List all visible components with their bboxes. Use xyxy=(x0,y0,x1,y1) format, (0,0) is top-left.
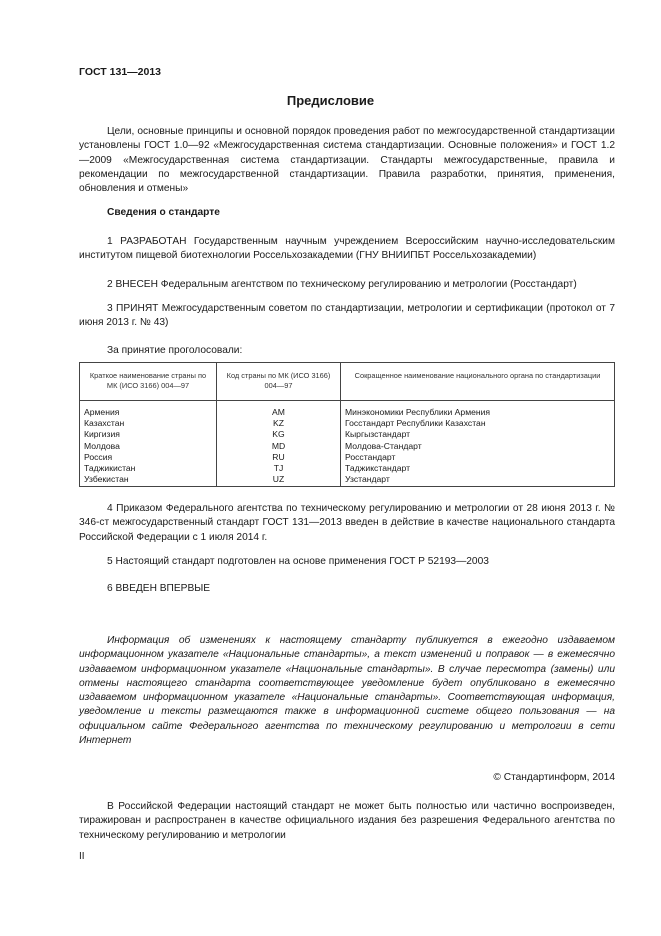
table-row xyxy=(80,401,615,419)
country-cell: Узбекистан xyxy=(80,474,217,487)
item-3: 3 ПРИНЯТ Межгосударственным советом по стандартизации, метрологии и сертификации (протокол от 7 июня 2013 г. № 43) xyxy=(79,303,615,329)
rights-paragraph: В Российской Федерации настоящий стандарт не может быть полностью или частично воспроизведен, тиражирован и распространен в качестве официального издания без разрешения Федерального агентства по техническому регулированию и метрологии xyxy=(79,801,615,841)
table-row xyxy=(80,429,615,440)
item-6: 6 ВВЕДЕН ВПЕРВЫЕ xyxy=(107,583,211,594)
code-cell: UZ xyxy=(217,474,341,487)
body-cell: Кыргызстандарт xyxy=(341,429,615,440)
table-header-row xyxy=(80,363,615,401)
item-2: 2 ВНЕСЕН Федеральным агентством по техническому регулированию и метрологии (Росстандарт) xyxy=(107,279,577,290)
notice-paragraph: Информация об изменениях к настоящему стандарту публикуется в ежегодно издаваемом информационном указателе «Национальные стандарты», а текст изменений и поправок — в ежемесячно издаваемом информационном указателе «Национальные стандарты». В случае пересмотра (замены) или отмены настоящего стандарта соответствующее уведомление будет опубликовано в ежемесячно издаваемом информационном указателе «Национальные стандарты». Соответствующая информация, уведомление и тексты размещаются также в информационной системе общего пользования — на официальном сайте Федерального агентства по техническому регулированию и метрологии в сети Интернет xyxy=(79,635,615,747)
table-row xyxy=(80,452,615,463)
table-row xyxy=(80,474,615,487)
page-title: Предисловие xyxy=(286,93,375,108)
column-header-country: Краткое наименование страны по МК (ИСО 3166) 004—97 xyxy=(80,363,217,401)
country-cell: Таджикистан xyxy=(80,463,217,474)
country-cell: Армения xyxy=(80,401,217,419)
page-number: II xyxy=(79,851,85,862)
body-cell: Молдова-Стандарт xyxy=(341,441,615,452)
copyright-line: © Стандартинформ, 2014 xyxy=(493,772,615,783)
body-cell: Росстандарт xyxy=(341,452,615,463)
intro-paragraph: Цели, основные принципы и основной порядок проведения работ по межгосударственной стандартизации установлены ГОСТ 1.0—92 «Межгосударственная система стандартизации. Основные положения» и ГОСТ 1.2—2009 «Межгосударственная система стандартизации. Стандарты межгосударственные, правила и рекомендации по межгосударственной стандартизации. Правила разработки, принятия, применения, обновления и отмены» xyxy=(79,126,615,195)
code-cell: TJ xyxy=(217,463,341,474)
item-1: 1 РАЗРАБОТАН Государственным научным учреждением Всероссийским научно-исследовательским институтом пищевой биотехнологии Россельхозакадемии (ГНУ ВНИИПБТ Россельхозакадемии) xyxy=(79,236,615,262)
body-cell: Минэкономики Республики Армения xyxy=(341,401,615,419)
code-cell: RU xyxy=(217,452,341,463)
table-row xyxy=(80,418,615,429)
document-code: ГОСТ 131—2013 xyxy=(79,66,162,78)
table-row xyxy=(80,463,615,474)
country-cell: Россия xyxy=(80,452,217,463)
column-header-body: Сокращенное наименование национального органа по стандартизации xyxy=(341,363,615,401)
country-cell: Казахстан xyxy=(80,418,217,429)
country-cell: Киргизия xyxy=(80,429,217,440)
code-cell: KZ xyxy=(217,418,341,429)
code-cell: AM xyxy=(217,401,341,419)
country-cell: Молдова xyxy=(80,441,217,452)
column-header-code: Код страны по МК (ИСО 3166) 004—97 xyxy=(217,363,341,401)
section-heading: Сведения о стандарте xyxy=(107,207,220,218)
voting-table xyxy=(79,362,615,487)
code-cell: MD xyxy=(217,441,341,452)
vote-intro: За принятие проголосовали: xyxy=(107,345,243,356)
item-4: 4 Приказом Федерального агентства по техническому регулированию и метрологии от 28 июня 2013 г. № 346-ст межгосударственный стандарт ГОСТ 131—2013 введен в действие в качестве национального стандарта Российской Федерации с 1 июля 2014 г. xyxy=(79,503,615,543)
code-cell: KG xyxy=(217,429,341,440)
body-cell: Таджикстандарт xyxy=(341,463,615,474)
table-row xyxy=(80,441,615,452)
item-5: 5 Настоящий стандарт подготовлен на основе применения ГОСТ Р 52193—2003 xyxy=(107,556,489,567)
body-cell: Узстандарт xyxy=(341,474,615,487)
body-cell: Госстандарт Республики Казахстан xyxy=(341,418,615,429)
